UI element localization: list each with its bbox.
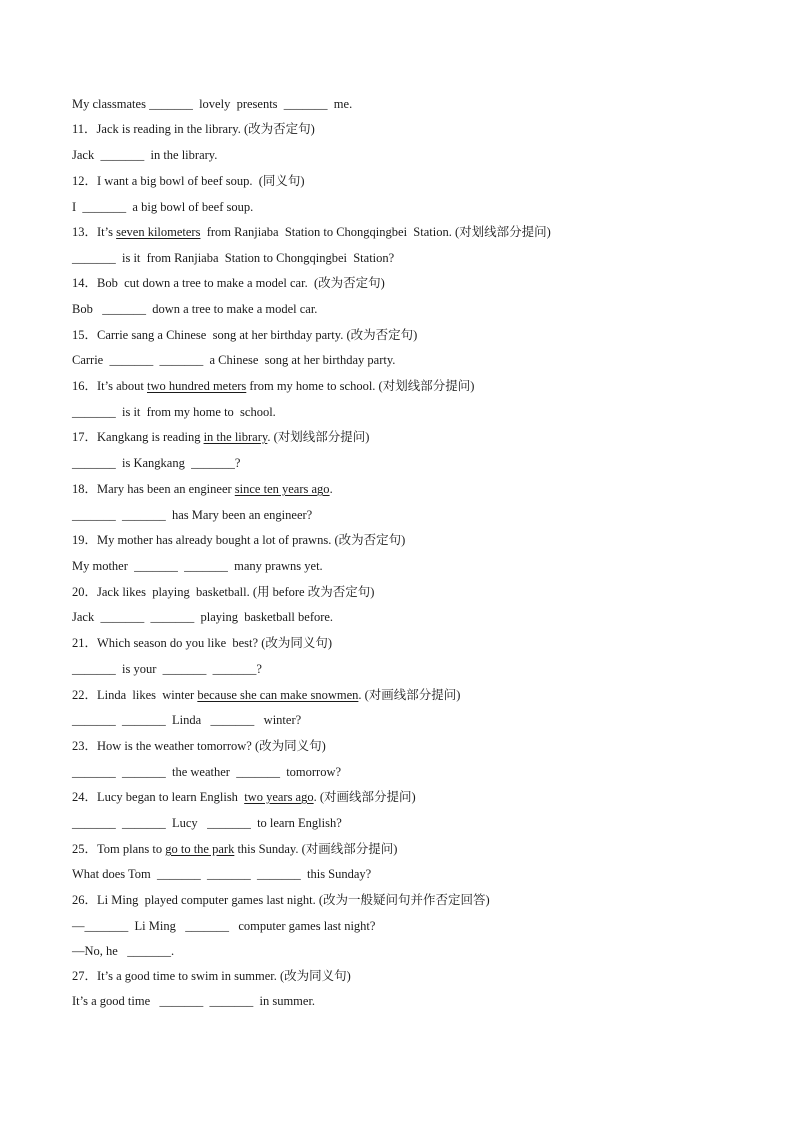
text-line [72, 736, 762, 756]
line-text: in summer. [253, 994, 316, 1008]
answer-blank: _______ [122, 508, 166, 522]
line-text: Lucy [165, 816, 208, 830]
answer-blank: _______ [122, 765, 166, 779]
answer-blank: _______ [72, 765, 116, 779]
line-text: has Mary been an engineer? [165, 508, 313, 522]
answer-blank: _______ [149, 97, 193, 111]
line-text: — [72, 919, 85, 933]
answer-blank: _______ [257, 867, 301, 881]
line-text: 11．Jack is reading in the library. (改为否定句) [72, 122, 315, 136]
text-line [72, 273, 762, 293]
answer-blank: _______ [100, 610, 145, 624]
answer-blank: _______ [72, 405, 116, 419]
line-text: 27．It’s a good time to swim in summer. (改为同义句) [72, 969, 351, 983]
text-line [72, 787, 762, 807]
line-text: 15．Carrie sang a Chinese song at her birthday party. (改为否定句) [72, 328, 418, 342]
line-text: Jack [72, 610, 101, 624]
text-line [72, 582, 762, 602]
answer-blank: _______ [207, 816, 251, 830]
line-text: the weather [165, 765, 237, 779]
underlined-phrase: seven kilometers [116, 225, 201, 239]
text-line [72, 685, 762, 705]
text-line [72, 197, 762, 217]
line-text: lovely presents [192, 97, 284, 111]
text-line [72, 607, 762, 627]
line-text: . (对画线部分提问) [358, 688, 461, 702]
text-line [72, 890, 762, 910]
text-line [72, 145, 762, 165]
line-text: me. [327, 97, 353, 111]
text-line [72, 530, 762, 550]
line-text: is Kangkang [115, 456, 192, 470]
answer-blank: _______ [84, 919, 129, 933]
text-line [72, 916, 762, 936]
answer-blank: _______ [162, 662, 207, 676]
line-text: computer games last night? [228, 919, 376, 933]
line-text: My classmates [72, 97, 150, 111]
line-text: 18．Mary has been an engineer [72, 482, 235, 496]
line-text: 24．Lucy began to learn English [72, 790, 245, 804]
underlined-phrase: because she can make snowmen [197, 688, 359, 702]
text-line [72, 171, 762, 191]
text-line [72, 864, 762, 884]
text-line [72, 350, 762, 370]
line-text: . [329, 482, 333, 496]
answer-blank: _______ [72, 456, 116, 470]
answer-blank: _______ [150, 610, 195, 624]
answer-blank: _______ [157, 867, 201, 881]
text-line [72, 222, 762, 242]
line-text: 21．Which season do you like best? (改为同义句) [72, 636, 333, 650]
text-line [72, 325, 762, 345]
text-line [72, 248, 762, 268]
answer-blank: _______ [72, 713, 116, 727]
answer-blank: _______ [100, 148, 145, 162]
text-line [72, 94, 762, 114]
answer-blank: _______ [207, 867, 251, 881]
line-text: 16．It’s about [72, 379, 147, 393]
text-line [72, 402, 762, 422]
line-text: 22．Linda likes winter [72, 688, 198, 702]
answer-blank: _______ [122, 713, 166, 727]
line-text: What does Tom [72, 867, 157, 881]
line-text: many prawns yet. [227, 559, 323, 573]
line-text: —No, he [72, 944, 128, 958]
answer-blank: _______ [283, 97, 328, 111]
text-line [72, 299, 762, 319]
text-line [72, 556, 762, 576]
text-line [72, 427, 762, 447]
line-text: tomorrow? [279, 765, 342, 779]
line-text: Bob [72, 302, 103, 316]
answer-blank: _______ [134, 559, 178, 573]
answer-blank: _______ [191, 456, 235, 470]
line-text: is your [115, 662, 163, 676]
text-line [72, 762, 762, 782]
line-text: 12．I want a big bowl of beef soup. (同义句) [72, 174, 305, 188]
text-line [72, 119, 762, 139]
line-text: down a tree to make a model car. [145, 302, 318, 316]
text-line [72, 813, 762, 833]
line-text: 26．Li Ming played computer games last night. (改为一般疑问句并作否定回答) [72, 893, 490, 907]
answer-blank: _______ [109, 353, 154, 367]
answer-blank: _______ [159, 353, 204, 367]
answer-blank: _______ [72, 508, 116, 522]
line-text: 13．It’s [72, 225, 117, 239]
line-text: . [170, 944, 175, 958]
line-text: My mother [72, 559, 135, 573]
answer-blank: _______ [159, 994, 204, 1008]
line-text: this Sunday. (对画线部分提问) [234, 842, 398, 856]
text-line [72, 839, 762, 859]
text-line [72, 505, 762, 525]
line-text: Carrie [72, 353, 110, 367]
answer-blank: _______ [184, 559, 228, 573]
text-line [72, 659, 762, 679]
answer-blank: _______ [122, 816, 166, 830]
line-text: I [72, 200, 83, 214]
line-text: a big bowl of beef soup. [126, 200, 254, 214]
text-line [72, 633, 762, 653]
answer-blank: _______ [209, 994, 254, 1008]
answer-blank: _______ [72, 816, 116, 830]
answer-blank: _______ [72, 662, 116, 676]
answer-blank: _______ [102, 302, 146, 316]
line-text: 25．Tom plans to [72, 842, 166, 856]
line-text: playing basketball before. [194, 610, 334, 624]
line-text: 19．My mother has already bought a lot of prawns. (改为否定句) [72, 533, 406, 547]
underlined-phrase: in the library [203, 430, 268, 444]
answer-blank: _______ [127, 944, 171, 958]
answer-blank: _______ [82, 200, 127, 214]
text-line [72, 941, 762, 961]
line-text: winter? [254, 713, 302, 727]
text-line [72, 991, 762, 1011]
line-text: 20．Jack likes playing basketball. (用 before 改为否定句) [72, 585, 375, 599]
line-text: . (对划线部分提问) [267, 430, 370, 444]
line-text: this Sunday? [300, 867, 372, 881]
answer-blank: _______ [72, 251, 116, 265]
line-text: ? [234, 456, 241, 470]
line-text: Jack [72, 148, 101, 162]
line-text: is it from my home to school. [115, 405, 276, 419]
line-text: ? [256, 662, 262, 676]
answer-blank: _______ [212, 662, 257, 676]
line-text: Linda [165, 713, 211, 727]
line-text: is it from Ranjiaba Station to Chongqingbei Station? [115, 251, 395, 265]
text-line [72, 376, 762, 396]
line-text: from my home to school. (对划线部分提问) [246, 379, 475, 393]
answer-blank: _______ [185, 919, 229, 933]
line-text: It’s a good time [72, 994, 160, 1008]
answer-blank: _______ [236, 765, 280, 779]
line-text: 17．Kangkang is reading [72, 430, 204, 444]
answer-blank: _______ [210, 713, 255, 727]
line-text: 23．How is the weather tomorrow? (改为同义句) [72, 739, 326, 753]
text-line [72, 710, 762, 730]
line-text: 14．Bob cut down a tree to make a model car. (改为否定句) [72, 276, 385, 290]
text-line [72, 453, 762, 473]
underlined-phrase: two hundred meters [147, 379, 247, 393]
underlined-phrase: go to the park [165, 842, 235, 856]
line-text: from Ranjiaba Station to Chongqingbei Station. (对划线部分提问) [200, 225, 551, 239]
line-text: a Chinese song at her birthday party. [203, 353, 396, 367]
line-text: in the library. [144, 148, 218, 162]
line-text: Li Ming [128, 919, 186, 933]
underlined-phrase: two years ago [244, 790, 314, 804]
underlined-phrase: since ten years ago [234, 482, 330, 496]
line-text: . (对画线部分提问) [313, 790, 416, 804]
text-line [72, 966, 762, 986]
line-text: to learn English? [250, 816, 342, 830]
text-line [72, 479, 762, 499]
